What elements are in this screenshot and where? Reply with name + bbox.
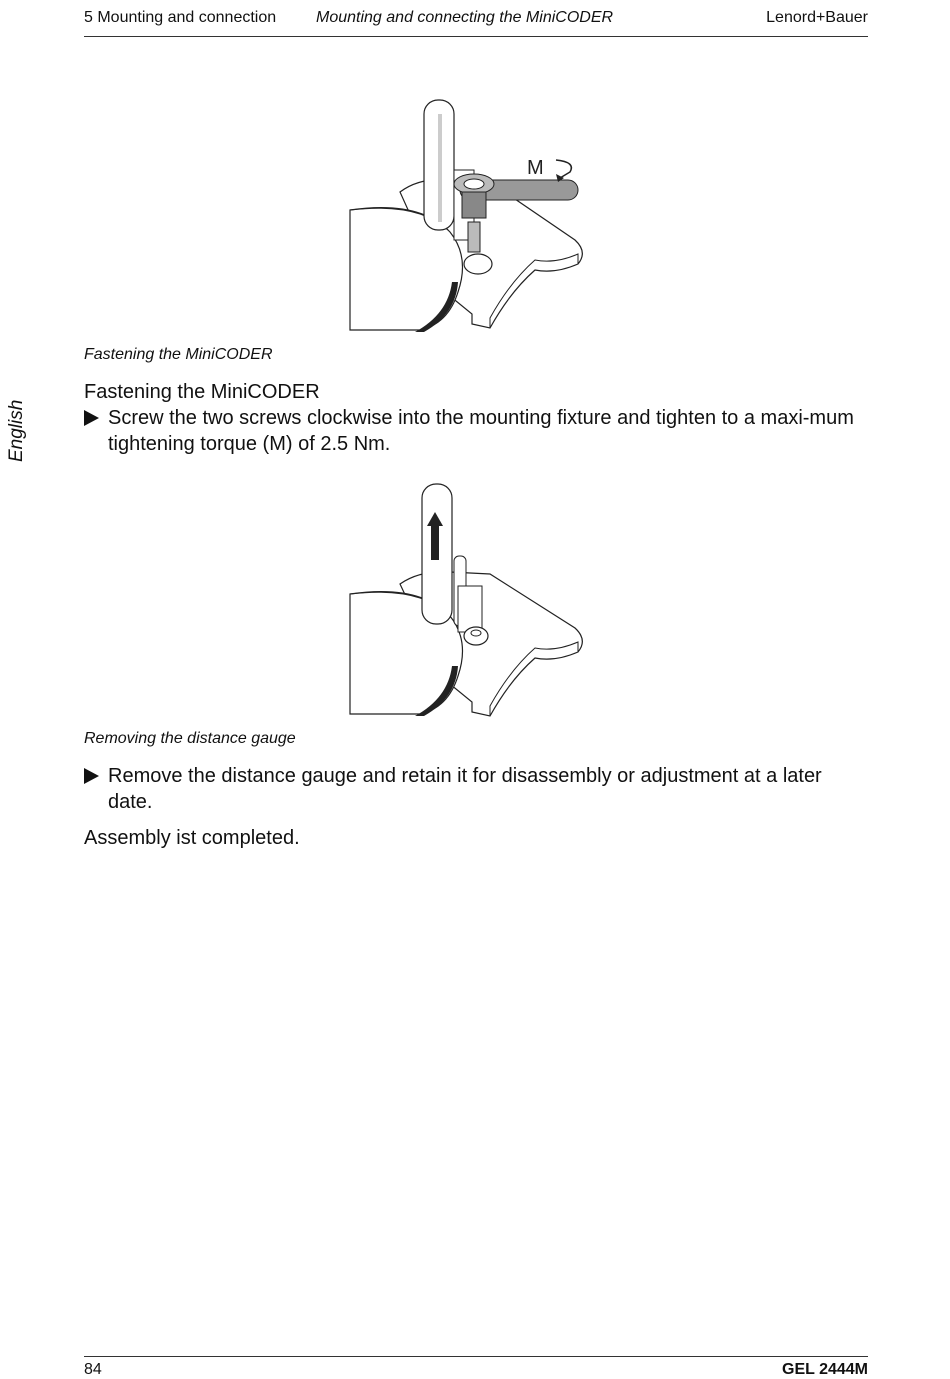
header-section: Mounting and connecting the MiniCODER (316, 9, 614, 26)
page-header (84, 8, 868, 37)
bullet-arrow-icon (84, 768, 99, 784)
removing-gauge-illustration (340, 476, 600, 726)
document-id: GEL 2444M (782, 1361, 868, 1378)
step-1-text: Screw the two screws clockwise into the mounting fixture and tighten to a maxi-mum tightening torque (M) of 2.5 Nm. (108, 407, 854, 455)
step-2-text: Remove the distance gauge and retain it for disassembly or adjustment at a later date. (108, 765, 822, 813)
language-side-tab: English (6, 399, 27, 462)
instruction-step-2 (84, 763, 868, 815)
instruction-step-1 (84, 405, 854, 457)
torque-label: M (527, 157, 544, 179)
fastening-illustration (340, 92, 600, 342)
completion-note: Assembly ist completed. (84, 827, 300, 849)
page-footer (84, 1356, 868, 1379)
header-brand: Lenord+Bauer (766, 9, 868, 26)
figure2-caption: Removing the distance gauge (84, 730, 296, 747)
section-heading: Fastening the MiniCODER (84, 381, 320, 403)
header-chapter: 5 Mounting and connection (84, 9, 277, 26)
bullet-arrow-icon (84, 410, 99, 426)
figure-removing-gauge (340, 476, 600, 726)
figure-fastening (340, 92, 600, 342)
page-number: 84 (84, 1361, 102, 1378)
figure1-caption: Fastening the MiniCODER (84, 346, 273, 363)
